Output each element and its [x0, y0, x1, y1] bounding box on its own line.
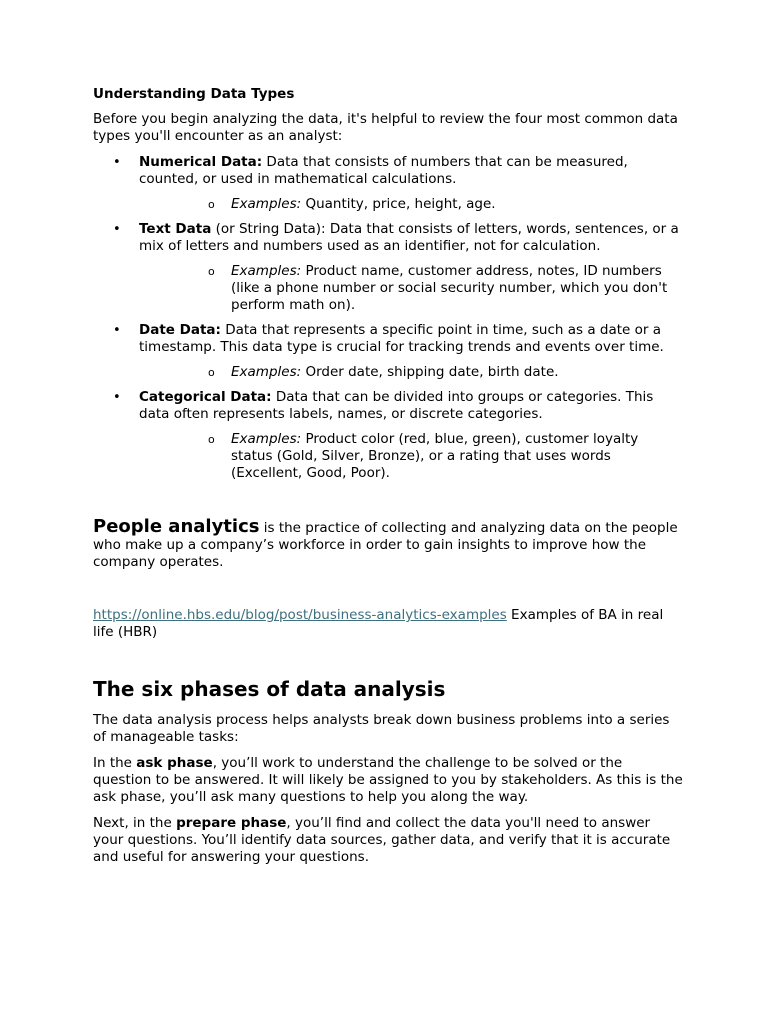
- phases-intro: The data analysis process helps analysts break down business problems into a series of manageable tasks:: [93, 712, 670, 745]
- description: Data that can be divided into groups or categories. This data often represents labels, names, or discrete categories.: [139, 389, 654, 422]
- people-analytics-paragraph: [93, 518, 683, 571]
- reference-paragraph: [93, 607, 683, 641]
- bullet-icon: •: [113, 222, 121, 237]
- circle-bullet-icon: o: [208, 198, 215, 211]
- prepare-phase-term: prepare phase: [176, 815, 287, 831]
- circle-bullet-icon: o: [208, 366, 215, 379]
- term: Text Data: [139, 221, 212, 237]
- ask-pre: In the: [93, 755, 137, 771]
- term: Numerical Data:: [139, 154, 263, 170]
- description: Data that represents a specific point in time, such as a date or a timestamp. This data type is crucial for tracking trends and events over time.: [139, 322, 664, 355]
- list-item-date: [93, 322, 683, 381]
- example-label: Examples:: [231, 364, 302, 380]
- example-text: Order date, shipping date, birth date.: [301, 364, 559, 380]
- data-types-intro: Before you begin analyzing the data, it's helpful to review the four most common data types you'll encounter as an analyst:: [93, 111, 678, 144]
- reference-text: Examples of BA in real life (HBR): [93, 607, 664, 640]
- prepare-pre: Next, in the: [93, 815, 177, 831]
- example-text: Product color (red, blue, green), customer loyalty status (Gold, Silver, Bronze), or a rating that uses words (Excellent, Good, Poor).: [231, 431, 639, 481]
- phases-heading: The six phases of data analysis: [93, 677, 446, 701]
- hbs-link[interactable]: https://online.hbs.edu/blog/post/business-analytics-examples: [93, 607, 507, 623]
- people-analytics-title: People analytics: [93, 516, 260, 537]
- document-page: [93, 86, 683, 875]
- people-analytics-text: is the practice of collecting and analyzing data on the people who make up a company’s workforce in order to gain insights to improve how the company operates.: [93, 520, 678, 570]
- ask-post: , you’ll work to understand the challenge to be solved or the question to be answered. It will likely be assigned to you by stakeholders. As this is the ask phase, you’ll ask many questions to help you along the way.: [93, 755, 683, 805]
- list-item-numerical: [93, 154, 683, 213]
- description: (or String Data): Data that consists of letters, words, sentences, or a mix of letters and numbers used as an identifier, not for calculation.: [139, 221, 679, 254]
- list-item-text: [93, 221, 683, 314]
- sub-list-item: [139, 364, 683, 381]
- sub-list-item: [139, 263, 683, 314]
- bullet-icon: •: [113, 390, 121, 405]
- example-label: Examples:: [231, 431, 302, 447]
- prepare-post: , you’ll find and collect the data you'll need to answer your questions. You’ll identify data sources, gather data, and verify that it is accurate and useful for answering your questions.: [93, 815, 671, 865]
- bullet-icon: •: [113, 155, 121, 170]
- term: Date Data:: [139, 322, 221, 338]
- data-types-list: [93, 154, 683, 482]
- ask-phase-paragraph: [93, 755, 683, 806]
- circle-bullet-icon: o: [208, 433, 215, 446]
- data-types-heading: Understanding Data Types: [93, 86, 295, 102]
- example-label: Examples:: [231, 196, 302, 212]
- prepare-phase-paragraph: [93, 815, 683, 866]
- example-text: Quantity, price, height, age.: [301, 196, 496, 212]
- example-label: Examples:: [231, 263, 302, 279]
- ask-phase-term: ask phase: [136, 755, 213, 771]
- list-item-categorical: [93, 389, 683, 482]
- bullet-icon: •: [113, 323, 121, 338]
- term: Categorical Data:: [139, 389, 272, 405]
- circle-bullet-icon: o: [208, 265, 215, 278]
- sub-list-item: [139, 196, 683, 213]
- example-text: Product name, customer address, notes, ID numbers (like a phone number or social security number, which you don't perform math on).: [231, 263, 668, 313]
- sub-list-item: [139, 431, 683, 482]
- description: Data that consists of numbers that can be measured, counted, or used in mathematical calculations.: [139, 154, 628, 187]
